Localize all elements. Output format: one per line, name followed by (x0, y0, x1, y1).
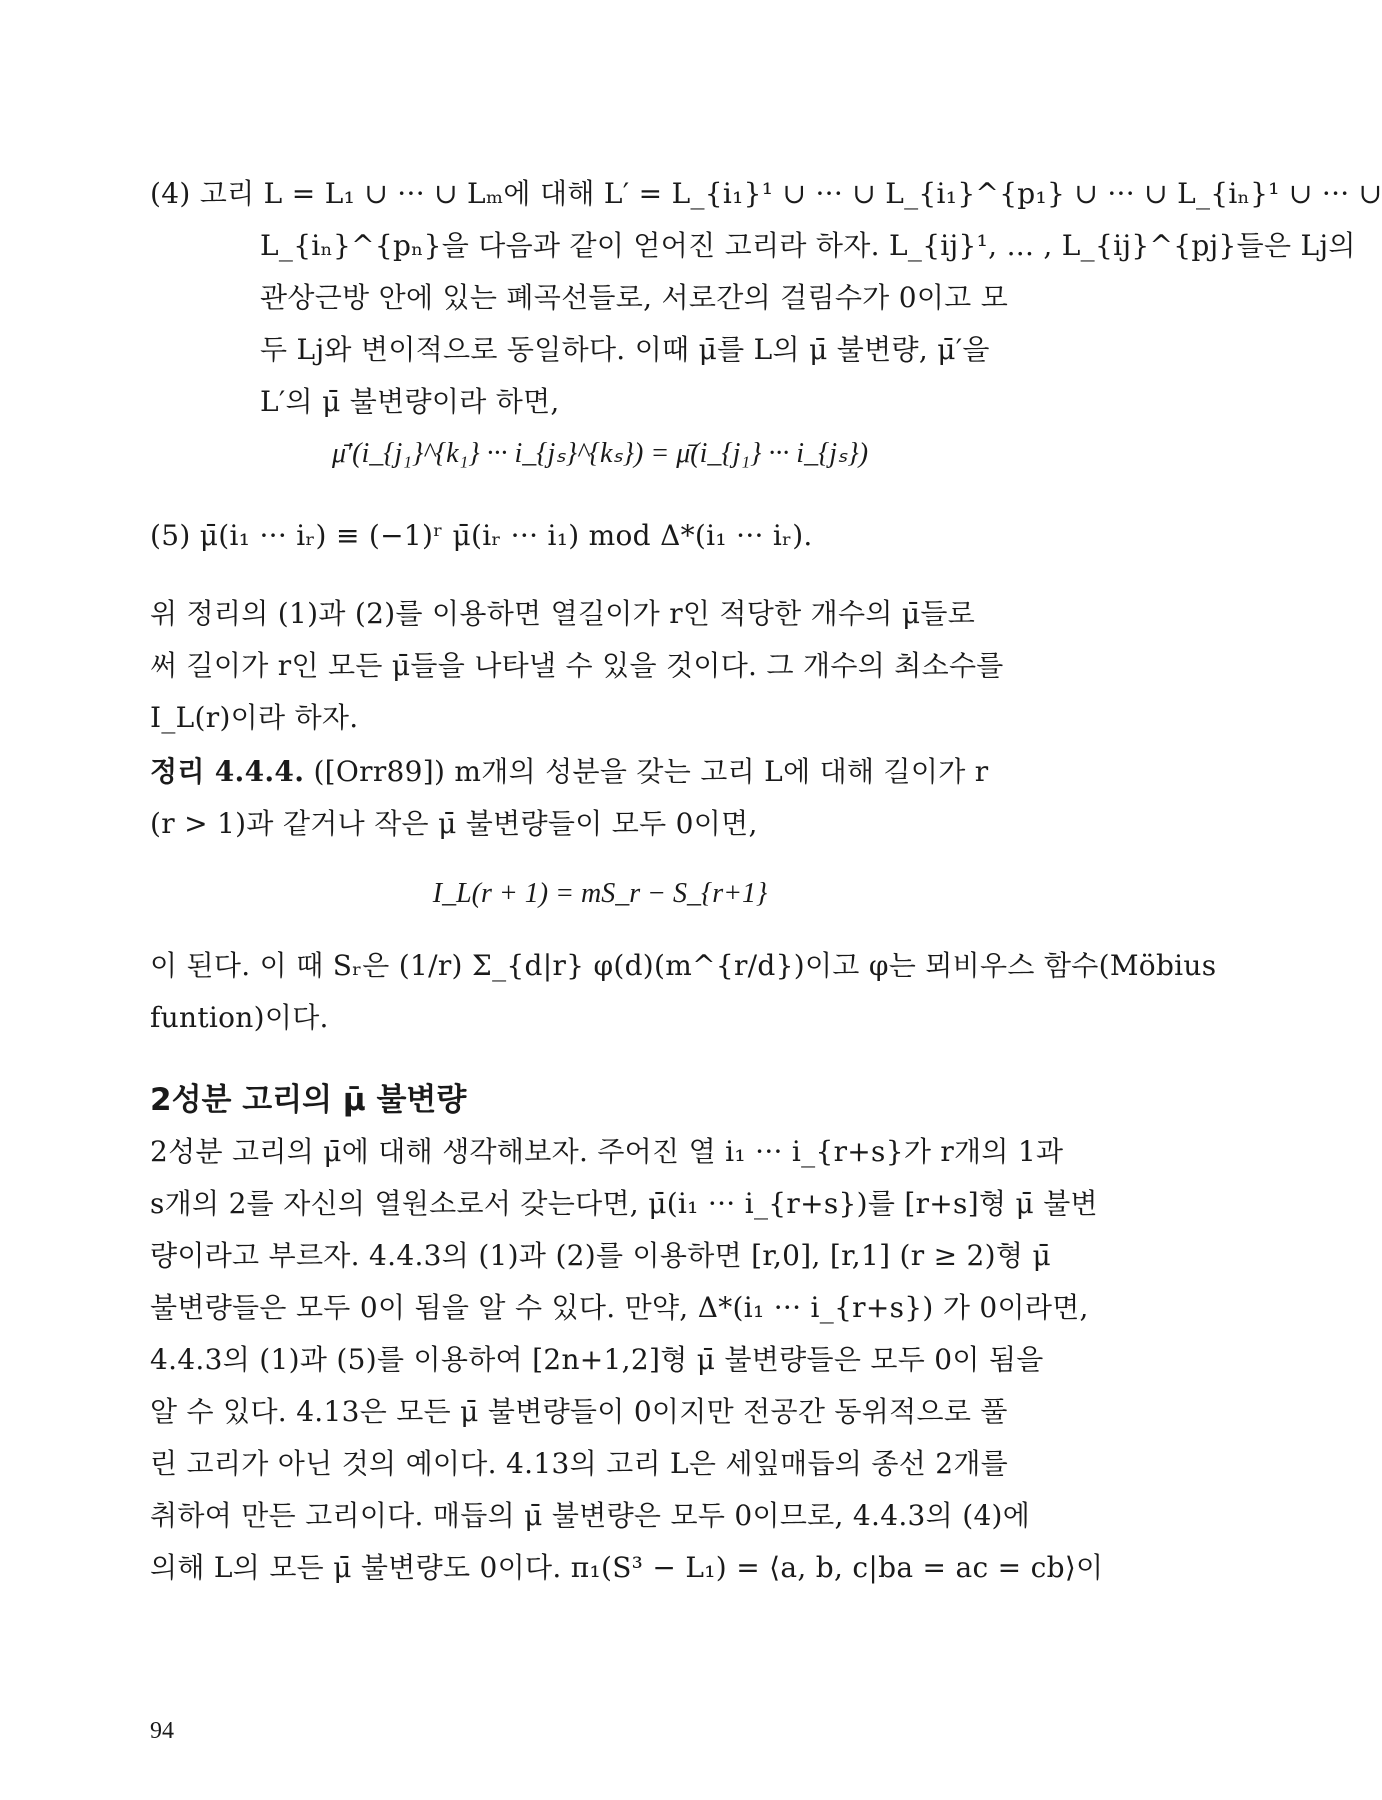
text-line: 불변량들은 모두 0이 됨을 알 수 있다. 만약, Δ*(i₁ ··· i_{r+s}) 가 0이라면, (150, 1291, 1089, 1324)
text-line: 알 수 있다. 4.13은 모든 μ̄ 불변량들이 0이지만 전공간 동위적으로 풀 (150, 1395, 1008, 1428)
formula-IL: I_L(r + 1) = mS_r − S_{r+1} (432, 878, 768, 909)
text-line: funtion)이다. (150, 1001, 329, 1034)
section-heading: 2성분 고리의 μ̄ 불변량 (150, 1082, 467, 1118)
section-body (150, 1126, 1104, 1594)
formula-mu-prime: μ̄′(i_{j₁}^{k₁} ··· i_{jₛ}^{kₛ}) = μ̄(i_{j₁} ··· i_{jₛ}) (331, 438, 869, 469)
text-line: 량이라고 부르자. 4.4.3의 (1)과 (2)를 이용하면 [r,0], [r,1] (r ≥ 2)형 μ̄ (150, 1239, 1051, 1272)
text-line: 위 정리의 (1)과 (2)를 이용하면 열길이가 r인 적당한 개수의 μ̄들로 (150, 597, 976, 630)
text-line: s개의 2를 자신의 열원소로서 갖는다면, μ̄(i₁ ··· i_{r+s})를 [r+s]형 μ̄ 불변 (150, 1187, 1098, 1220)
paragraph-sr-definition (150, 940, 1217, 1044)
text-line: 써 길이가 r인 모든 μ̄들을 나타낼 수 있을 것이다. 그 개수의 최소수를 (150, 649, 1004, 682)
text-line: 린 고리가 아닌 것의 예이다. 4.13의 고리 L은 세잎매듭의 종선 2개를 (150, 1447, 1009, 1480)
item-4-paragraph (150, 168, 1382, 428)
text-line: 두 Lj와 변이적으로 동일하다. 이때 μ̄를 L의 μ̄ 불변량, μ̄′을 (260, 333, 990, 366)
text-line: L′의 μ̄ 불변량이라 하면, (260, 385, 560, 418)
item-5 (150, 510, 1050, 562)
text-line: I_L(r)이라 하자. (150, 701, 359, 734)
text-line: 이 된다. 이 때 Sᵣ은 (1/r) Σ_{d|r} φ(d)(m^{r/d})이고 φ는 뫼비우스 함수(Möbius (150, 949, 1217, 982)
text-line: (5) μ̄(i₁ ··· iᵣ) ≡ (−1)ʳ μ̄(iᵣ ··· i₁) mod Δ*(i₁ ··· iᵣ). (150, 519, 813, 552)
text-line: 4.4.3의 (1)과 (5)를 이용하여 [2n+1,2]형 μ̄ 불변량들은 모두 0이 됨을 (150, 1343, 1044, 1376)
text-line: (4) 고리 L = L₁ ∪ ··· ∪ Lₘ에 대해 L′ = L_{i₁}¹ ∪ ··· ∪ L_{i₁}^{p₁} ∪ ··· ∪ L_{iₙ}¹ ∪ ··· ∪ (150, 177, 1382, 210)
theorem-text: ([Orr89]) m개의 성분을 갖는 고리 L에 대해 길이가 r (304, 755, 989, 788)
page-number: 94 (150, 1718, 174, 1744)
theorem-label: 정리 4.4.4. (150, 755, 305, 788)
theorem-first-line (150, 746, 1050, 798)
text-line: (r > 1)과 같거나 작은 μ̄ 불변량들이 모두 0이면, (150, 807, 758, 840)
text-line: 취하여 만든 고리이다. 매듭의 μ̄ 불변량은 모두 0이므로, 4.4.3의 (4)에 (150, 1499, 1031, 1532)
text-line: 관상근방 안에 있는 폐곡선들로, 서로간의 걸림수가 0이고 모 (260, 281, 1009, 314)
text-line: 2성분 고리의 μ̄에 대해 생각해보자. 주어진 열 i₁ ··· i_{r+s}가 r개의 1과 (150, 1135, 1064, 1168)
text-line: L_{iₙ}^{pₙ}을 다음과 같이 얻어진 고리라 하자. L_{ij}¹, ... , L_{ij}^{pj}들은 Lj의 (260, 229, 1356, 262)
paragraph-minimum-count (150, 588, 1050, 744)
theorem-4-4-4 (150, 746, 1050, 850)
text-line: 의해 L의 모든 μ̄ 불변량도 0이다. π₁(S³ − L₁) = ⟨a, b, c|ba = ac = cb⟩이 (150, 1551, 1104, 1584)
